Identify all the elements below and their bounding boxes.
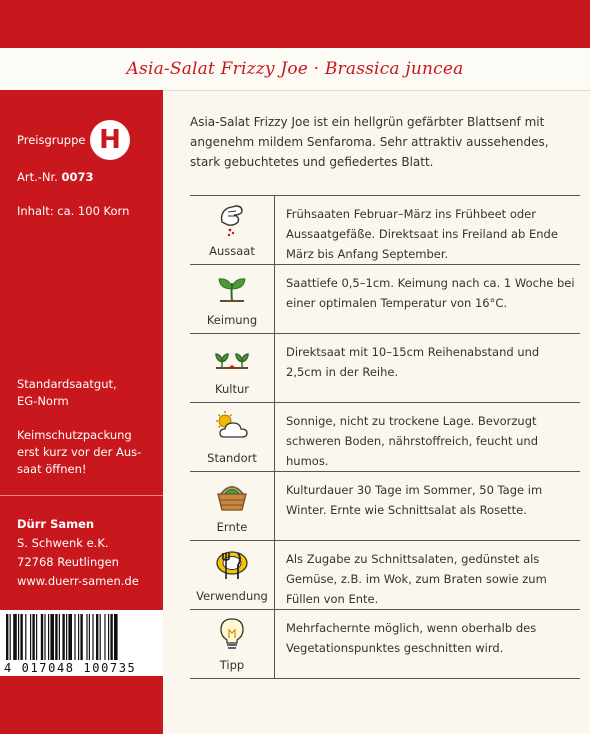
table-row: [190, 540, 580, 609]
harvest-basket-icon: [214, 478, 250, 514]
icon-cell: [190, 265, 275, 333]
keimschutz-info: [17, 427, 147, 478]
barcode-bars: [0, 610, 163, 662]
keimschutz-line-3: saat öffnen!: [17, 462, 87, 476]
icon-cell: [190, 541, 275, 609]
row-label: Standort: [207, 451, 257, 465]
top-red-band: [0, 0, 590, 48]
preisgruppe-label: Preisgruppe: [17, 133, 86, 147]
article-number: [17, 170, 94, 184]
icon-cell: [190, 196, 275, 264]
barcode: [0, 610, 163, 676]
content-info: Inhalt: ca. 100 Korn: [17, 204, 130, 218]
icon-cell: [190, 334, 275, 402]
barcode-number: 4 017048 100735: [4, 661, 137, 675]
title-bar: [0, 48, 590, 91]
company-city: 72768 Reutlingen: [17, 555, 119, 569]
page-title: Asia-Salat Frizzy Joe · Brassica juncea: [126, 59, 464, 79]
sidebar: [0, 90, 163, 734]
table-row: [190, 471, 580, 540]
row-text: Als Zugabe zu Schnittsalaten, gedünstet als Gemüse, z.B. im Wok, zum Braten sowie zum Füllen von Ente.: [286, 552, 547, 606]
standard-info: [17, 376, 117, 410]
row-text: Mehrfachernte möglich, wenn oberhalb des Vegetationspunktes geschnitten wird.: [286, 621, 537, 655]
preisgruppe-badge: H: [90, 120, 130, 160]
info-table: [190, 195, 580, 679]
row-text: Sonnige, nicht zu trockene Lage. Bevorzugt schweren Boden, nährstoffreich, feucht und humos.: [286, 414, 539, 468]
table-row: [190, 609, 580, 679]
article-label: Art.-Nr.: [17, 170, 58, 184]
cutlery-icon: [214, 547, 250, 583]
row-label: Keimung: [206, 313, 258, 327]
product-description: Asia-Salat Frizzy Joe ist ein hellgrün gefärbter Blattsenf mit angenehm mildem Senfaroma. Sehr attraktiv aussehendes, stark gebuchtetes und gefiedertes Blatt.: [190, 115, 549, 169]
sun-cloud-icon: [214, 409, 250, 445]
keimschutz-line-2: erst kurz vor der Aus-: [17, 445, 142, 459]
article-value: 0073: [61, 170, 94, 184]
table-row: [190, 195, 580, 264]
standard-line-1: Standardsaatgut,: [17, 377, 117, 391]
row-text: Direktsaat mit 10–15cm Reihenabstand und 2,5cm in der Reihe.: [286, 345, 540, 379]
icon-cell: [190, 472, 275, 540]
row-text: Kulturdauer 30 Tage im Sommer, 50 Tage im Winter. Ernte wie Schnittsalat als Rosette.: [286, 483, 543, 517]
standard-line-2: EG-Norm: [17, 394, 69, 408]
company-info: [17, 515, 139, 591]
sidebar-divider: [0, 495, 163, 496]
keimschutz-line-1: Keimschutzpackung: [17, 428, 132, 442]
table-row: [190, 333, 580, 402]
seedlings-row-icon: [214, 340, 250, 376]
row-label: Verwendung: [196, 589, 268, 603]
light-bulb-icon: [214, 616, 250, 652]
table-row: [190, 264, 580, 333]
sprout-icon: [214, 271, 250, 307]
company-owner: S. Schwenk e.K.: [17, 536, 109, 550]
company-website[interactable]: www.duerr-samen.de: [17, 574, 139, 588]
row-text: Saattiefe 0,5–1cm. Keimung nach ca. 1 Woche bei einer optimalen Temperatur von 16°C.: [286, 276, 575, 310]
sowing-hand-icon: [214, 202, 250, 238]
row-label: Aussaat: [209, 244, 255, 258]
row-text: Frühsaaten Februar–März ins Frühbeet oder Aussaatgefäße. Direktsaat ins Freiland ab Ende März bis Anfang September.: [286, 207, 558, 261]
row-label: Kultur: [215, 382, 249, 396]
row-label: Ernte: [216, 520, 248, 534]
row-label: Tipp: [219, 658, 245, 672]
icon-cell: [190, 403, 275, 471]
company-name: Dürr Samen: [17, 517, 95, 531]
table-row: [190, 402, 580, 471]
icon-cell: [190, 610, 275, 678]
